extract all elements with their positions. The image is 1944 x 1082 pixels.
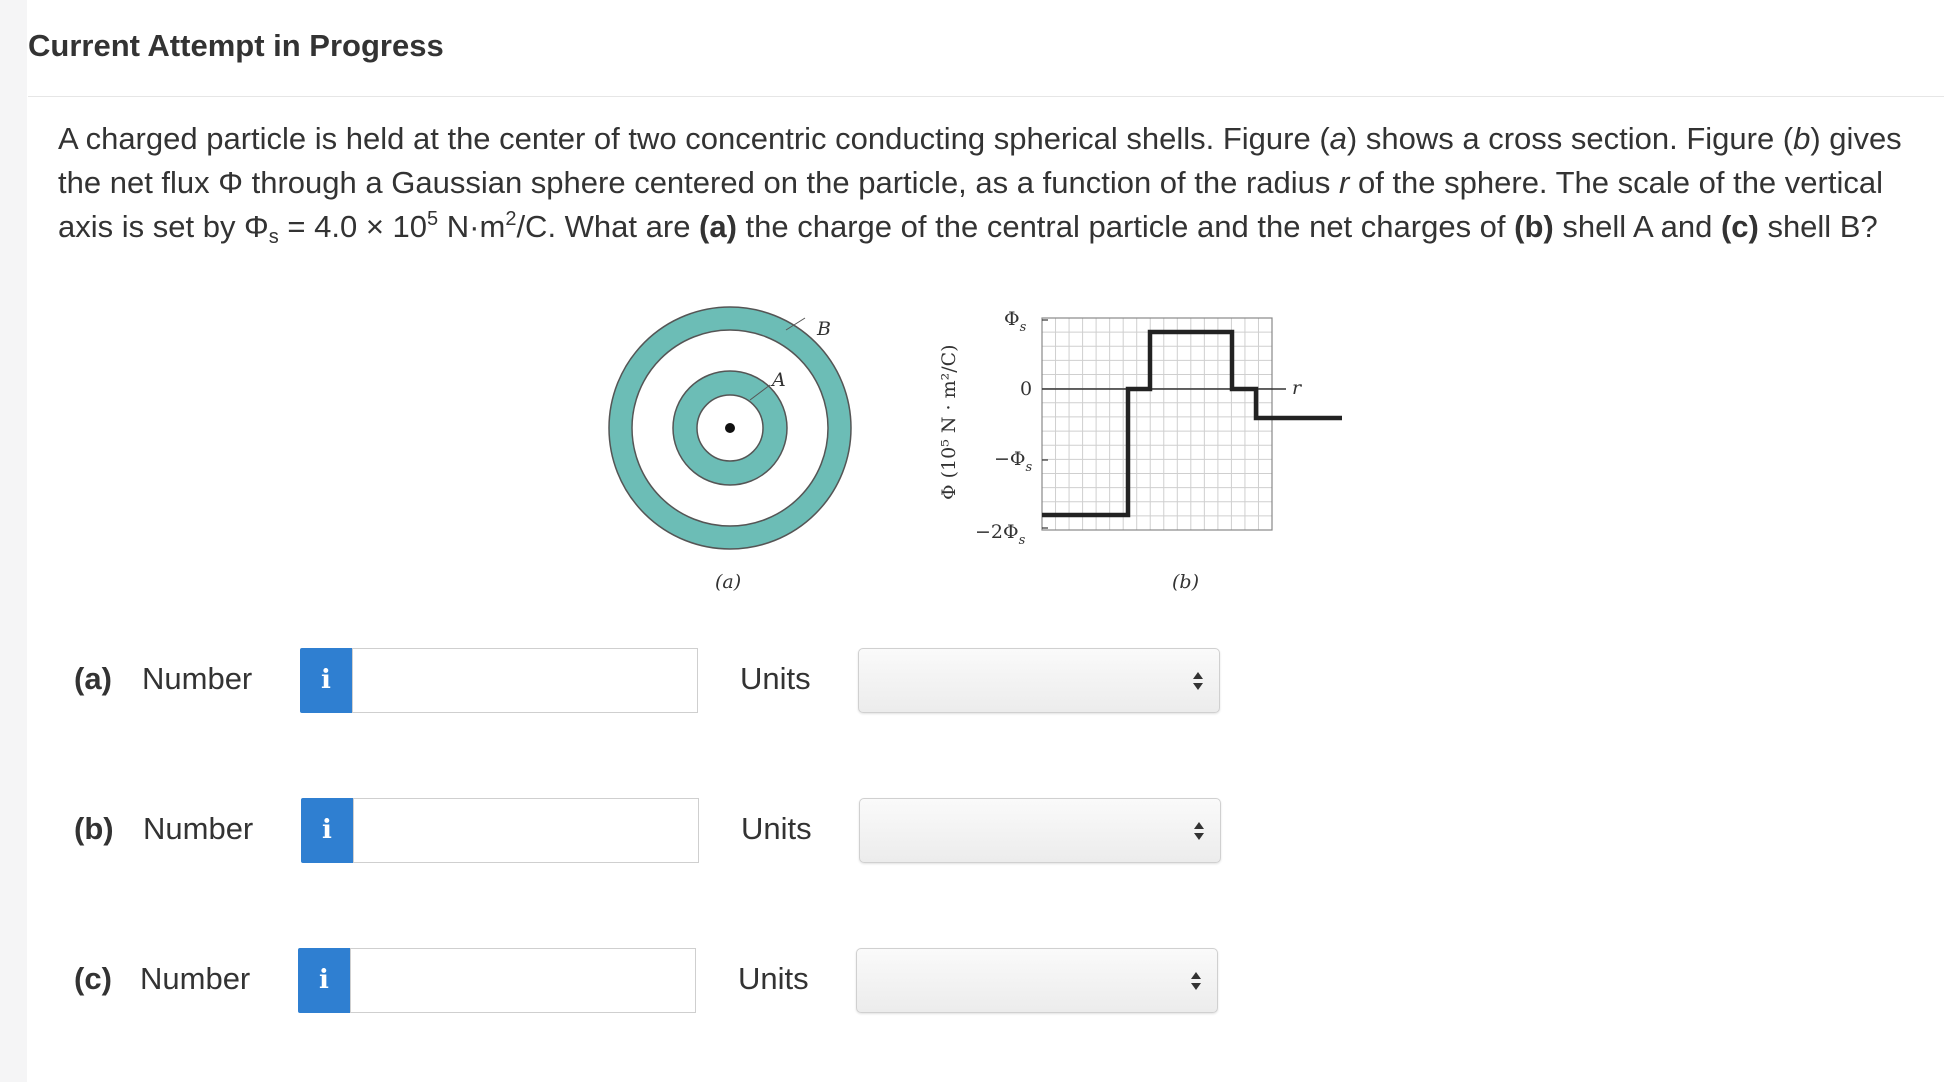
r-axis-label: r (1292, 377, 1302, 399)
question-part-b-ref: (b) (1514, 209, 1554, 244)
units-select-b[interactable] (859, 798, 1221, 863)
number-label-c: Number (140, 961, 251, 996)
tick-label-phi-s-sub: s (1019, 320, 1027, 335)
question-exponent: 5 (427, 208, 439, 230)
question-text-part: = 4.0 × 10 (278, 209, 428, 244)
tick-label-neg-2phi-s-sub: s (1018, 533, 1026, 548)
tick-label-neg-2phi-s (975, 521, 1026, 548)
question-text-part: N·m (438, 209, 506, 244)
tick-label-neg-2phi-s-main: −2Φ (975, 521, 1019, 543)
label-b: B (817, 318, 831, 340)
info-icon-button-c[interactable]: i (298, 948, 350, 1013)
tick-label-phi-s-main: Φ (1004, 308, 1020, 330)
question-part-a-ref: (a) (699, 209, 737, 244)
tick-label-phi-s (1004, 308, 1027, 335)
question-text-part: ) shows a cross section. Figure ( (1346, 121, 1794, 156)
figure-a-shells-diagram (600, 290, 880, 600)
question-phi-subscript: s (268, 226, 279, 248)
central-particle (725, 423, 735, 433)
part-label-b: (b) (74, 811, 114, 846)
figure-a-caption: (a) (715, 571, 742, 593)
units-select-c[interactable] (856, 948, 1218, 1013)
tick-label-neg-phi-s-main: −Φ (994, 448, 1026, 470)
question-text-part: /C. What are (516, 209, 700, 244)
select-arrows-icon (1192, 817, 1206, 845)
question-fig-a-ref: a (1329, 121, 1347, 156)
question-exponent: 2 (505, 208, 517, 230)
page-title: Current Attempt in Progress (28, 28, 444, 63)
part-label-a: (a) (74, 661, 112, 696)
left-margin-strip (0, 0, 27, 1082)
question-part-c-ref: (c) (1720, 209, 1759, 244)
number-label-a: Number (142, 661, 253, 696)
number-input-a[interactable] (352, 648, 698, 713)
question-text-part: ) gives the net flux Φ through a Gaussian sphere centered on the particle, as a function of the radius (58, 121, 1902, 200)
number-input-b[interactable] (353, 798, 699, 863)
number-label-b: Number (143, 811, 254, 846)
y-axis-label: Φ (10⁵ N · m²/C) (938, 344, 960, 500)
question-text-part: A charged particle is held at the center of two concentric conducting spherical shells. Figure ( (58, 121, 1330, 156)
figure-b-flux-plot (930, 290, 1390, 600)
number-input-c[interactable] (350, 948, 696, 1013)
question-text-part: the charge of the central particle and the net charges of (736, 209, 1515, 244)
select-arrows-icon (1189, 967, 1203, 995)
plot-grid (1042, 318, 1272, 530)
question-text-part: of the sphere. The scale of the vertical axis is set by Φ (58, 165, 1883, 244)
question-text-part: shell A and (1553, 209, 1721, 244)
tick-label-zero: 0 (1020, 378, 1033, 400)
info-icon-button-a[interactable]: i (300, 648, 352, 713)
question-text (58, 117, 1918, 249)
part-label-c: (c) (74, 961, 112, 996)
units-label-c: Units (738, 961, 809, 996)
info-icon-button-b[interactable]: i (301, 798, 353, 863)
select-arrows-icon (1191, 667, 1205, 695)
question-text-part: shell B? (1758, 209, 1878, 244)
plot-frame (1042, 318, 1272, 530)
units-select-a[interactable] (858, 648, 1220, 713)
units-label-a: Units (740, 661, 811, 696)
units-label-b: Units (741, 811, 812, 846)
header-divider (28, 96, 1944, 97)
tick-label-neg-phi-s-sub: s (1025, 460, 1033, 475)
question-fig-b-ref: b (1793, 121, 1811, 156)
question-r-symbol: r (1339, 165, 1350, 200)
figure-b-caption: (b) (1172, 571, 1199, 593)
label-a: A (772, 369, 786, 391)
tick-label-neg-phi-s (994, 448, 1033, 475)
